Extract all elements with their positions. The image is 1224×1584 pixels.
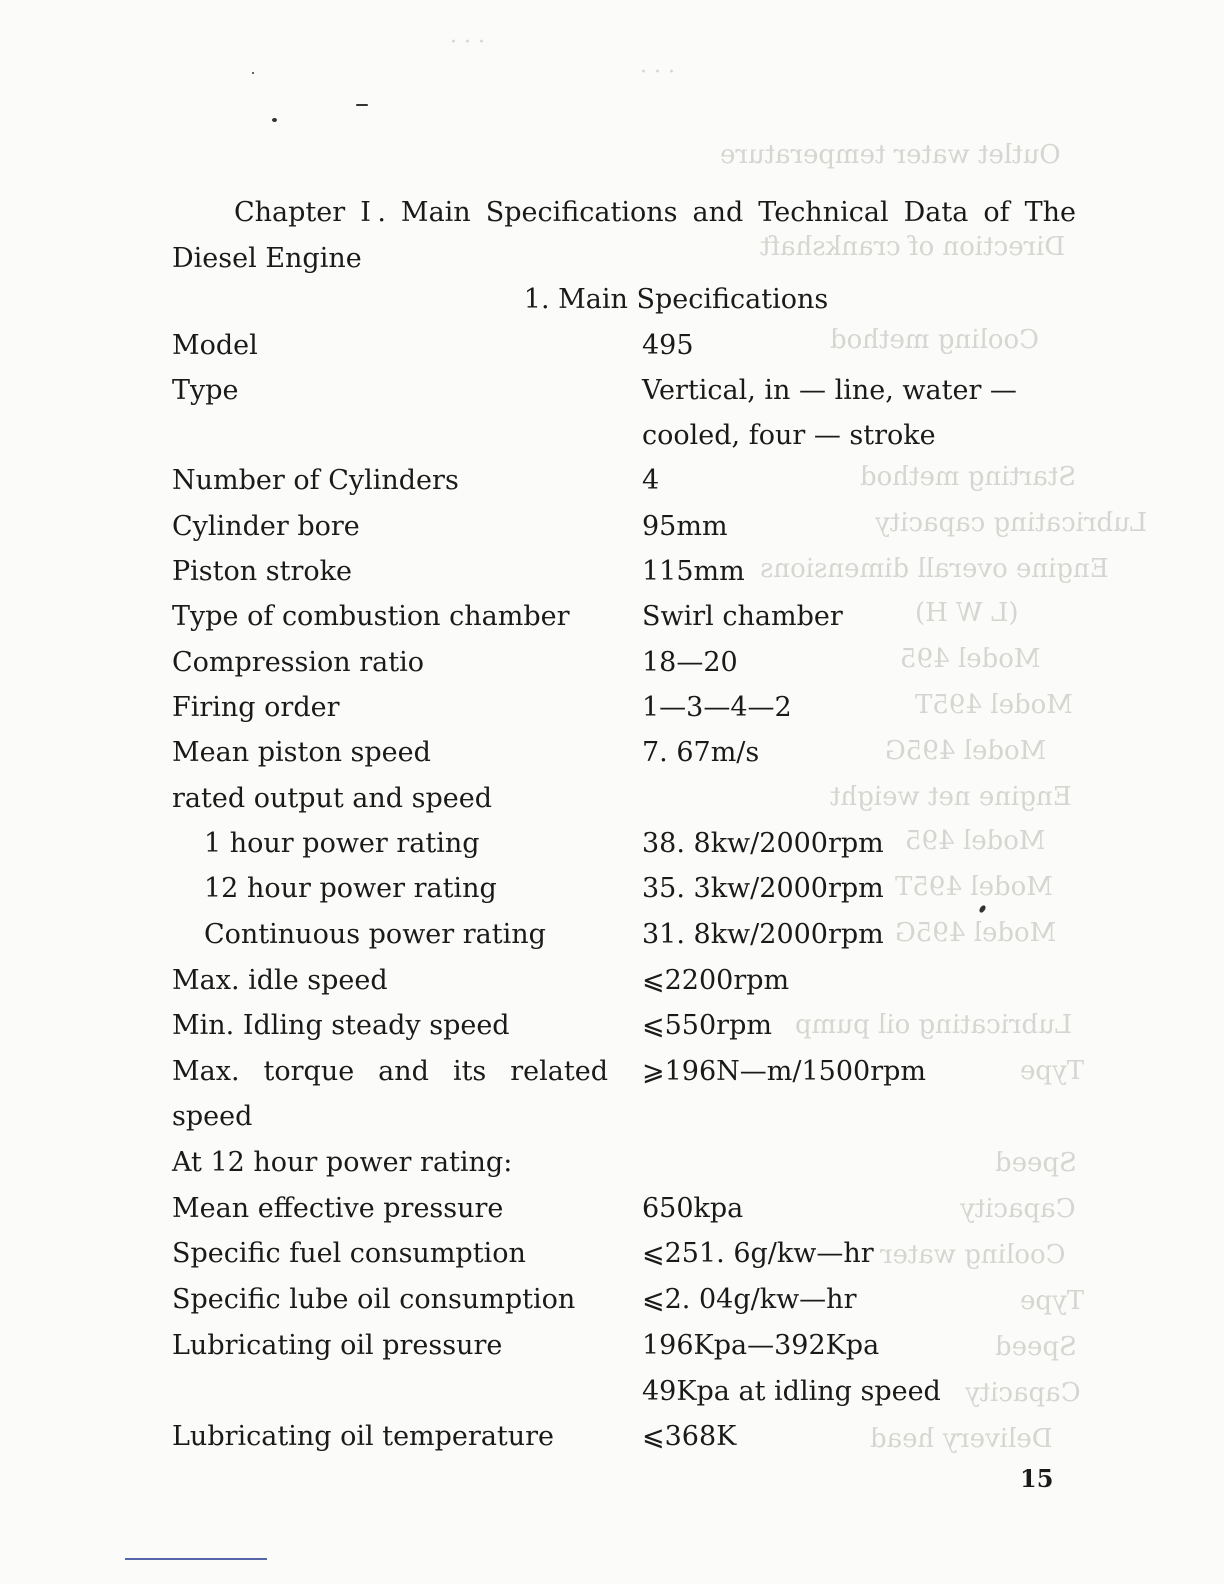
spec-label-chamber: Type of combustion chamber [172, 601, 570, 632]
bleed-through-text: Engine overall dimensions [760, 554, 1109, 584]
page-speck [978, 904, 987, 913]
spec-value-sfc: ⩽251. 6g/kw—hr [642, 1238, 874, 1269]
spec-value-soc: ⩽2. 04g/kw—hr [642, 1284, 857, 1315]
bleed-through-text: Model 495G [885, 736, 1047, 766]
bleed-through-text: Model 495 [900, 644, 1041, 674]
bleed-through-text: Model 495G [895, 918, 1057, 948]
spec-value-oil-pressure-line1: 196Kpa—392Kpa [642, 1330, 880, 1361]
section-title [0, 280, 1224, 320]
spec-label-torque-line2: speed [172, 1101, 253, 1132]
spec-value-bore: 95mm [642, 511, 728, 542]
spec-value-min-idle: ⩽550rpm [642, 1010, 772, 1041]
spec-label-type: Type [172, 375, 239, 406]
spec-label-torque-line1: Max. torque and its related [172, 1056, 608, 1087]
spec-label-min-idle: Min. Idling steady speed [172, 1010, 510, 1041]
bleed-through-text: Delivery head [870, 1424, 1053, 1454]
bleed-through-text: Direction of crankshaft [760, 232, 1066, 262]
spec-value-firing: 1—3—4—2 [642, 692, 792, 723]
spec-value-model: 495 [642, 330, 694, 361]
section-title-text: 1. Main Specifications [523, 284, 829, 315]
spec-label-piston-speed: Mean piston speed [172, 737, 431, 768]
spec-value-oil-temp: ⩽368K [642, 1421, 737, 1452]
spec-label-oil-temp: Lubricating oil temperature [172, 1421, 555, 1452]
page-speck [356, 104, 368, 106]
spec-value-one-hour: 38. 8kw/2000rpm [642, 828, 884, 859]
spec-label-continuous: Continuous power rating [204, 919, 546, 950]
bleed-through-text: Model 495T [915, 690, 1073, 720]
spec-value-max-idle: ⩽2200rpm [642, 965, 790, 996]
bleed-through-text: Outlet water temperature [720, 140, 1061, 170]
spec-label-at-twelve: At 12 hour power rating: [172, 1147, 513, 1178]
bleed-through-text: · · · [640, 60, 675, 85]
spec-value-type-line2: cooled, four — stroke [642, 420, 936, 451]
spec-label-oil-pressure: Lubricating oil pressure [172, 1330, 503, 1361]
bleed-through-text: Cooling method [830, 325, 1040, 355]
spec-value-compression: 18—20 [642, 647, 738, 678]
bleed-through-text: Model 495T [895, 872, 1053, 902]
page-speck [252, 72, 254, 74]
spec-value-cylinders: 4 [642, 465, 660, 496]
spec-value-mep: 650kpa [642, 1193, 744, 1224]
bleed-through-text: Lubricating oil pump [795, 1010, 1073, 1040]
bleed-through-text: Cooling water [880, 1240, 1066, 1270]
spec-label-model: Model [172, 330, 258, 361]
chapter-title: Chapter Ⅰ. Main Specifications and Technical Data of The Diesel Engine [172, 197, 1076, 274]
bleed-through-text: Model 495 [905, 826, 1046, 856]
spec-label-one-hour: 1 hour power rating [204, 828, 480, 859]
bleed-through-text: Capacity [965, 1378, 1081, 1408]
spec-value-piston-speed: 7. 67m/s [642, 737, 760, 768]
spec-label-twelve-hour: 12 hour power rating [204, 873, 497, 904]
spec-label-rated-heading: rated output and speed [172, 783, 493, 814]
spec-value-twelve-hour: 35. 3kw/2000rpm [642, 873, 884, 904]
bleed-through-text: Capacity [960, 1194, 1076, 1224]
footnote-rule [125, 1558, 267, 1560]
bleed-through-text: Speed [995, 1332, 1077, 1362]
bleed-through-text: · · · [450, 30, 485, 55]
spec-label-cylinders: Number of Cylinders [172, 465, 459, 496]
bleed-through-text: Engine net weight [830, 782, 1072, 812]
bleed-through-text: (L W H) [915, 598, 1019, 628]
bleed-through-text: Starting method [860, 462, 1077, 492]
bleed-through-text: Lubricating capacity [875, 508, 1148, 538]
spec-value-continuous: 31. 8kw/2000rpm [642, 919, 884, 950]
spec-label-firing: Firing order [172, 692, 340, 723]
bleed-through-text: Type [1020, 1056, 1085, 1086]
bleed-through-text: Type [1020, 1286, 1085, 1316]
spec-value-stroke: 115mm [642, 556, 745, 587]
spec-label-soc: Specific lube oil consumption [172, 1284, 576, 1315]
spec-label-sfc: Specific fuel consumption [172, 1238, 526, 1269]
spec-value-type-line1: Vertical, in — line, water — [642, 375, 1017, 406]
spec-label-mep: Mean effective pressure [172, 1193, 504, 1224]
spec-label-compression: Compression ratio [172, 647, 425, 678]
bleed-through-text: Speed [995, 1148, 1077, 1178]
spec-value-chamber: Swirl chamber [642, 601, 843, 632]
page-speck [272, 118, 277, 122]
spec-value-torque: ⩾196N—m/1500rpm [642, 1056, 926, 1087]
page-number: 15 [1020, 1464, 1054, 1493]
spec-label-max-idle: Max. idle speed [172, 965, 388, 996]
spec-value-oil-pressure-line2: 49Kpa at idling speed [642, 1376, 941, 1407]
spec-label-stroke: Piston stroke [172, 556, 352, 587]
spec-label-bore: Cylinder bore [172, 511, 360, 542]
